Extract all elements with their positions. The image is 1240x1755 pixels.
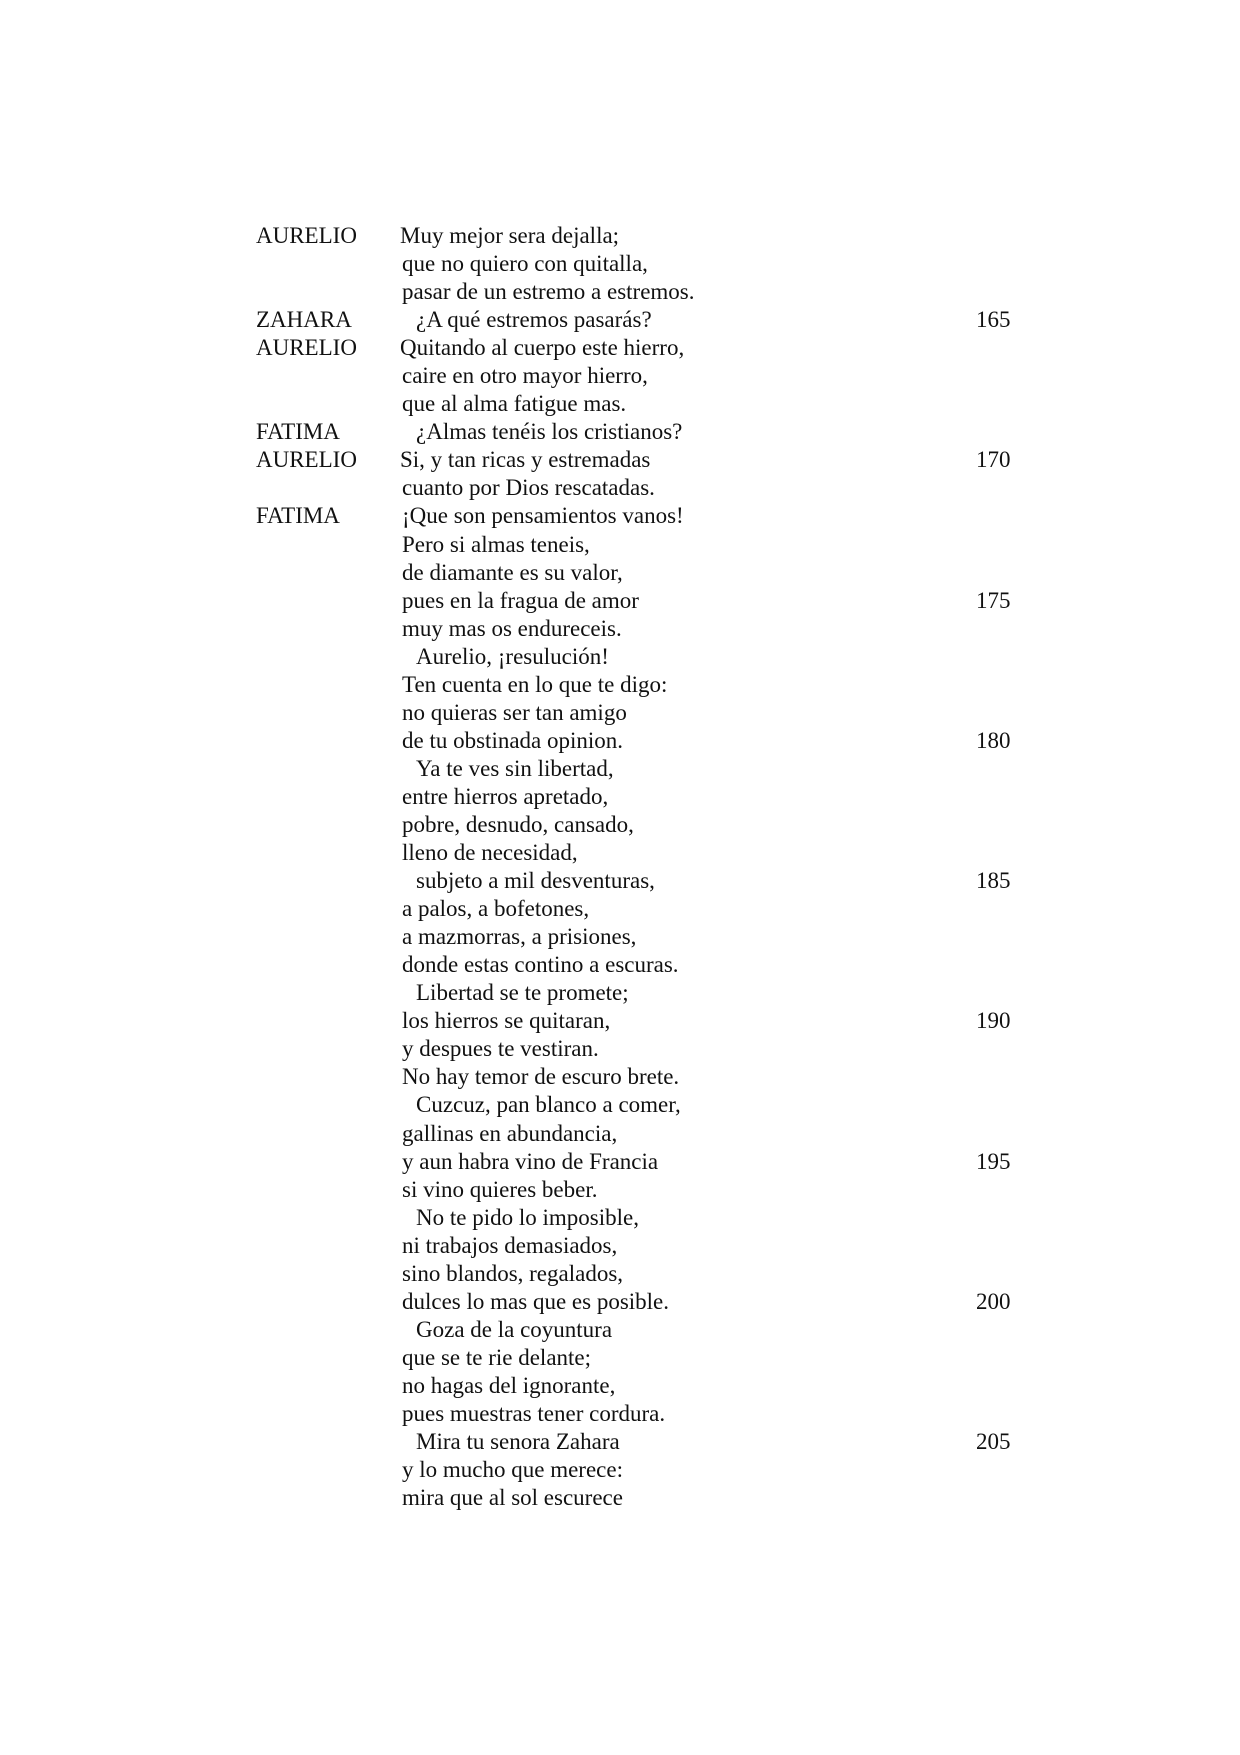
verse-text: ¿A qué estremos pasarás?: [416, 307, 652, 333]
verse-text: ¡Que son pensamientos vanos!: [402, 503, 684, 529]
verse-text: que se te rie delante;: [402, 1344, 592, 1370]
verse-text: los hierros se quitaran,: [402, 1008, 611, 1034]
verse-text: No hay temor de escuro brete.: [402, 1064, 680, 1090]
speaker-name: AURELIO: [256, 335, 357, 361]
verse-text: de diamante es su valor,: [402, 559, 623, 585]
verse-line: [256, 1456, 1016, 1484]
verse-text: Ya te ves sin libertad,: [416, 755, 614, 781]
verse-text: Muy mejor sera dejalla;: [400, 223, 620, 248]
line-number: 175: [976, 587, 1011, 613]
verse-text: dulces lo mas que es posible.: [402, 1288, 670, 1314]
verse-text: entre hierros apretado,: [402, 783, 609, 809]
verse-text: Cuzcuz, pan blanco a comer,: [416, 1092, 681, 1118]
line-number: 180: [976, 727, 1011, 753]
verse-text: ni trabajos demasiados,: [402, 1232, 618, 1258]
verse-line: [256, 895, 1016, 923]
verse-line: [256, 671, 1016, 699]
verse-text: pues muestras tener cordura.: [402, 1400, 666, 1426]
line-number: 170: [976, 447, 1011, 473]
speaker-name: FATIMA: [256, 419, 340, 445]
verse-text: que no quiero con quitalla,: [402, 251, 648, 277]
verse-line: [256, 1428, 1016, 1456]
verse-text: Si, y tan ricas y estremadas: [400, 447, 651, 473]
speaker-name: ZAHARA: [256, 307, 352, 333]
verse-line: [256, 1035, 1016, 1063]
verse-line: [256, 615, 1016, 643]
verse-text: mira que al sol escurece: [402, 1485, 623, 1511]
verse-text: de tu obstinada opinion.: [402, 727, 624, 753]
verse-text: Goza de la coyuntura: [416, 1316, 613, 1342]
verse-text: ¿Almas tenéis los cristianos?: [416, 419, 683, 445]
verse-text: si vino quieres beber.: [402, 1176, 598, 1202]
verse-line: [256, 587, 1016, 615]
line-number: 165: [976, 307, 1011, 333]
verse-line: [256, 643, 1016, 671]
verse-line: [256, 306, 1016, 334]
verse-text: donde estas contino a escuras.: [402, 952, 679, 978]
verse-line: [256, 951, 1016, 979]
verse-line: [256, 250, 1016, 278]
verse-text: caire en otro mayor hierro,: [402, 363, 648, 389]
verse-line: [256, 390, 1016, 418]
verse-line: [256, 1232, 1016, 1260]
verse-text: Libertad se te promete;: [416, 980, 629, 1006]
verse-text: y aun habra vino de Francia: [402, 1148, 659, 1174]
verse-text: Aurelio, ¡resulución!: [416, 643, 609, 669]
verse-text: Mira tu senora Zahara: [416, 1429, 620, 1455]
line-number: 185: [976, 868, 1011, 894]
verse-text: a mazmorras, a prisiones,: [402, 924, 637, 950]
verse-line: [256, 1007, 1016, 1035]
verse-line: [256, 727, 1016, 755]
verse-text: no quieras ser tan amigo: [402, 699, 627, 725]
verse-text: pobre, desnudo, cansado,: [402, 811, 634, 837]
verse-line: [256, 783, 1016, 811]
verse-text: cuanto por Dios rescatadas.: [402, 475, 655, 501]
verse-line: [256, 1204, 1016, 1232]
verse-line: [256, 1484, 1016, 1512]
verse-text: subjeto a mil desventuras,: [416, 868, 655, 894]
verse-line: [256, 474, 1016, 502]
verse-text: pasar de un estremo a estremos.: [402, 279, 695, 305]
line-number: 190: [976, 1008, 1011, 1034]
verse-text: Ten cuenta en lo que te digo:: [402, 671, 668, 697]
line-number: 200: [976, 1288, 1011, 1314]
verse-text: sino blandos, regalados,: [402, 1260, 624, 1286]
verse-text: y lo mucho que merece:: [402, 1457, 623, 1483]
verse-text: que al alma fatigue mas.: [402, 391, 627, 417]
verse-line: [256, 1091, 1016, 1119]
speaker-name: AURELIO: [256, 223, 357, 248]
verse-line: [256, 531, 1016, 559]
verse-text: muy mas os endureceis.: [402, 615, 622, 641]
verse-line: [256, 502, 1016, 530]
verse-line: [256, 278, 1016, 306]
verse-text: a palos, a bofetones,: [402, 896, 590, 922]
verse-line: [256, 923, 1016, 951]
speaker-name: AURELIO: [256, 447, 357, 473]
verse-line: [256, 1120, 1016, 1148]
verse-line: [256, 1372, 1016, 1400]
verse-block: [256, 222, 1016, 1512]
line-number: 205: [976, 1429, 1011, 1455]
verse-line: [256, 839, 1016, 867]
verse-text: gallinas en abundancia,: [402, 1120, 618, 1146]
verse-line: [256, 811, 1016, 839]
verse-line: [256, 418, 1016, 446]
verse-text: No te pido lo imposible,: [416, 1204, 639, 1230]
verse-line: [256, 1344, 1016, 1372]
verse-line: [256, 1260, 1016, 1288]
verse-line: [256, 1288, 1016, 1316]
verse-text: Quitando al cuerpo este hierro,: [400, 335, 685, 361]
speaker-name: FATIMA: [256, 503, 340, 529]
verse-line: [256, 755, 1016, 783]
line-number: 195: [976, 1148, 1011, 1174]
verse-line: [256, 222, 1016, 250]
verse-line: [256, 867, 1016, 895]
verse-text: no hagas del ignorante,: [402, 1372, 616, 1398]
verse-line: [256, 1176, 1016, 1204]
verse-line: [256, 979, 1016, 1007]
verse-text: pues en la fragua de amor: [402, 587, 639, 613]
verse-text: Pero si almas teneis,: [402, 531, 590, 557]
verse-line: [256, 699, 1016, 727]
verse-line: [256, 1400, 1016, 1428]
verse-text: y despues te vestiran.: [402, 1036, 599, 1062]
verse-text: lleno de necesidad,: [402, 840, 578, 866]
verse-line: [256, 362, 1016, 390]
verse-line: [256, 1148, 1016, 1176]
verse-line: [256, 334, 1016, 362]
verse-line: [256, 559, 1016, 587]
verse-line: [256, 446, 1016, 474]
verse-line: [256, 1063, 1016, 1091]
verse-line: [256, 1316, 1016, 1344]
